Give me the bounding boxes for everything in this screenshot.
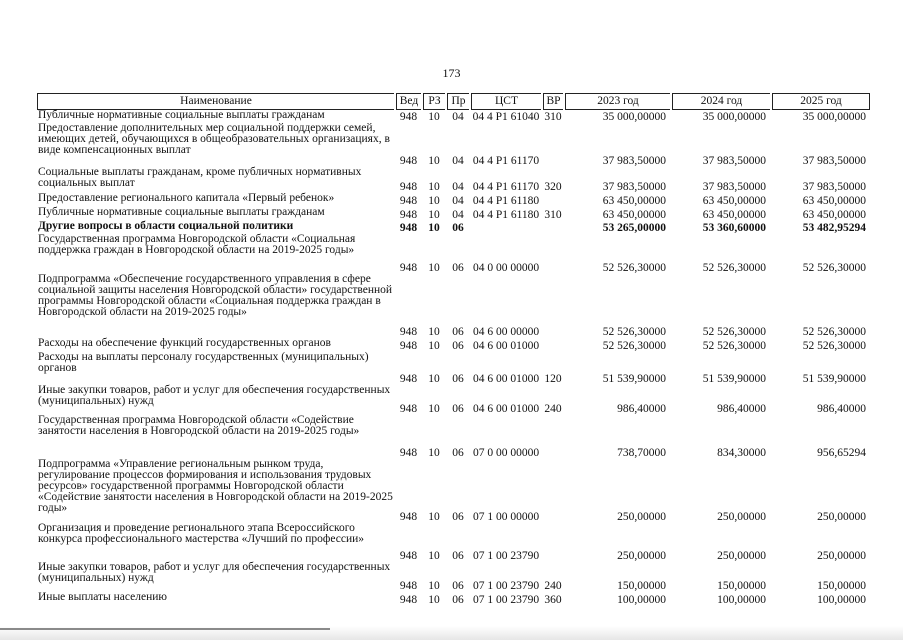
row-2024: 52 526,30000 bbox=[702, 340, 766, 352]
row-ved: 948 bbox=[399, 195, 418, 207]
row-2023: 37 983,50000 bbox=[602, 181, 666, 193]
row-2025: 63 450,00000 bbox=[802, 195, 866, 207]
row-2025: 956,65294 bbox=[817, 447, 866, 459]
page-bottom-line bbox=[0, 628, 330, 630]
row-cst: 04 4 P1 61040 bbox=[472, 111, 540, 123]
row-cst: 04 4 P1 61170 bbox=[472, 155, 540, 167]
row-cst: 04 6 00 01000 bbox=[472, 373, 540, 385]
row-2024: 37 983,50000 bbox=[702, 155, 766, 167]
header-name: Наименование bbox=[37, 93, 394, 110]
row-ved: 948 bbox=[399, 155, 418, 167]
row-2023: 63 450,00000 bbox=[602, 195, 666, 207]
row-ved: 948 bbox=[399, 326, 418, 338]
row-ved: 948 bbox=[399, 340, 418, 352]
row-pr: 04 bbox=[452, 209, 464, 221]
row-vr bbox=[543, 193, 563, 207]
row-2024: 100,00000 bbox=[717, 594, 766, 606]
row-pr: 06 bbox=[452, 403, 464, 415]
row-name: Социальные выплаты гражданам, кроме публичных нормативных социальных выплат bbox=[38, 166, 362, 189]
row-2024: 986,40000 bbox=[717, 403, 766, 415]
row-rz: 10 bbox=[428, 195, 440, 207]
row-cst: 04 6 00 01000 bbox=[472, 403, 540, 415]
row-2024: 35 000,00000 bbox=[702, 111, 766, 123]
row-pr: 04 bbox=[452, 181, 464, 193]
row-2025: 51 539,90000 bbox=[802, 373, 866, 385]
row-2024: 150,00000 bbox=[717, 580, 766, 592]
row-2025: 37 983,50000 bbox=[802, 155, 866, 167]
row-ved: 948 bbox=[399, 447, 418, 459]
row-rz: 10 bbox=[428, 403, 440, 415]
row-2023: 63 450,00000 bbox=[602, 209, 666, 221]
row-rz: 10 bbox=[428, 111, 440, 123]
row-rz: 10 bbox=[428, 373, 440, 385]
row-name: Государственная программа Новгородской области «Содействие занятости населения в Новгородской области на 2019-2025 годы» bbox=[38, 414, 360, 437]
row-pr: 06 bbox=[452, 447, 464, 459]
row-2025: 63 450,00000 bbox=[802, 209, 866, 221]
row-name: Подпрограмма «Обеспечение государственного управления в сфере социальной защиты населения Новгородской области» государственной программы Новгородской области «Социальная поддержка граждан в Новгородской области на 2019-2025 годы» bbox=[38, 273, 393, 318]
row-rz: 10 bbox=[428, 181, 440, 193]
page-number: 173 bbox=[442, 66, 461, 80]
row-2023: 51 539,90000 bbox=[602, 373, 666, 385]
row-name: Предоставление регионального капитала «Первый ребенок» bbox=[38, 192, 335, 204]
row-2023: 53 265,00000 bbox=[602, 222, 666, 234]
row-2023: 52 526,30000 bbox=[602, 340, 666, 352]
row-2024: 52 526,30000 bbox=[702, 262, 766, 274]
row-2023: 738,70000 bbox=[617, 447, 666, 459]
header-rz: РЗ bbox=[423, 93, 445, 110]
row-2025: 52 526,30000 bbox=[802, 340, 866, 352]
row-name: Подпрограмма «Управление региональным рынком труда, регулирование процессов формирования и использования трудовых ресурсов» государственной программы Новгородской области «Содействие занятости населения в Новгородской области на 2019-2025 годы» bbox=[38, 458, 393, 514]
row-ved: 948 bbox=[399, 111, 418, 123]
row-cst: 07 1 00 00000 bbox=[472, 511, 540, 523]
row-ved: 948 bbox=[399, 550, 418, 562]
row-2025: 53 482,95294 bbox=[802, 222, 866, 234]
row-2025: 100,00000 bbox=[817, 594, 866, 606]
row-2023: 250,00000 bbox=[617, 511, 666, 523]
row-name: Расходы на обеспечение функций государственных органов bbox=[38, 337, 331, 349]
header-2024: 2024 год bbox=[672, 93, 770, 110]
row-2025: 35 000,00000 bbox=[802, 111, 866, 123]
row-vr: 360 bbox=[544, 594, 562, 606]
row-pr: 04 bbox=[452, 195, 464, 207]
row-name: Иные закупки товаров, работ и услуг для обеспечения государственных (муниципальных) нужд bbox=[38, 561, 391, 584]
row-ved: 948 bbox=[399, 594, 418, 606]
row-2023: 250,00000 bbox=[617, 550, 666, 562]
row-cst: 07 0 00 00000 bbox=[472, 447, 540, 459]
row-vr: 240 bbox=[544, 580, 562, 592]
row-2024: 834,30000 bbox=[717, 447, 766, 459]
row-cst: 07 1 00 23790 bbox=[472, 594, 540, 606]
row-vr: 120 bbox=[544, 373, 562, 385]
row-vr: 320 bbox=[544, 181, 562, 193]
row-vr bbox=[543, 523, 563, 562]
row-pr: 04 bbox=[452, 155, 464, 167]
header-2023: 2023 год bbox=[565, 93, 670, 110]
row-rz: 10 bbox=[428, 550, 440, 562]
row-vr: 310 bbox=[544, 209, 562, 221]
row-pr: 06 bbox=[452, 594, 464, 606]
row-2023: 35 000,00000 bbox=[602, 111, 666, 123]
row-pr: 04 bbox=[452, 111, 464, 123]
budget-table bbox=[37, 93, 878, 606]
row-vr: 240 bbox=[544, 403, 562, 415]
row-rz: 10 bbox=[428, 511, 440, 523]
row-pr: 06 bbox=[452, 373, 464, 385]
row-name: Публичные нормативные социальные выплаты гражданам bbox=[38, 206, 325, 218]
row-2023: 52 526,30000 bbox=[602, 326, 666, 338]
row-ved: 948 bbox=[399, 580, 418, 592]
row-2024: 250,00000 bbox=[717, 511, 766, 523]
header-cst: ЦСТ bbox=[471, 93, 541, 110]
row-name: Иные выплаты населению bbox=[38, 591, 167, 603]
row-rz: 10 bbox=[428, 222, 440, 234]
row-ved: 948 bbox=[399, 511, 418, 523]
row-vr bbox=[543, 274, 563, 338]
row-name: Публичные нормативные социальные выплаты гражданам bbox=[38, 109, 325, 121]
row-cst: 07 1 00 23790 bbox=[472, 550, 540, 562]
row-2024: 37 983,50000 bbox=[702, 181, 766, 193]
row-rz: 10 bbox=[428, 155, 440, 167]
row-rz: 10 bbox=[428, 594, 440, 606]
row-2023: 150,00000 bbox=[617, 580, 666, 592]
row-cst: 04 6 00 00000 bbox=[472, 326, 540, 338]
row-rz: 10 bbox=[428, 447, 440, 459]
row-vr bbox=[543, 221, 563, 234]
row-2024: 63 450,00000 bbox=[702, 209, 766, 221]
row-2023: 52 526,30000 bbox=[602, 262, 666, 274]
header-ved: Вед bbox=[396, 93, 421, 110]
row-cst bbox=[471, 221, 541, 234]
row-2025: 52 526,30000 bbox=[802, 262, 866, 274]
row-vr bbox=[543, 459, 563, 523]
row-2024: 250,00000 bbox=[717, 550, 766, 562]
row-2025: 150,00000 bbox=[817, 580, 866, 592]
row-pr: 06 bbox=[452, 550, 464, 562]
row-ved: 948 bbox=[399, 403, 418, 415]
row-name: Предоставление дополнительных мер социальной поддержки семей, имеющих детей, обучающихся в общеобразовательных организациях, в виде компенсационных выплат bbox=[38, 122, 390, 156]
row-2024: 53 360,60000 bbox=[702, 222, 766, 234]
row-name: Другие вопросы в области социальной политики bbox=[38, 220, 294, 232]
row-2024: 52 526,30000 bbox=[702, 326, 766, 338]
row-ved: 948 bbox=[399, 181, 418, 193]
row-name: Иные закупки товаров, работ и услуг для обеспечения государственных (муниципальных) нужд bbox=[38, 384, 391, 407]
row-2024: 63 450,00000 bbox=[702, 195, 766, 207]
row-cst: 04 4 P1 61170 bbox=[472, 181, 540, 193]
row-cst: 04 4 P1 61180 bbox=[472, 195, 540, 207]
row-2023: 986,40000 bbox=[617, 403, 666, 415]
row-pr: 06 bbox=[452, 262, 464, 274]
row-rz: 10 bbox=[428, 580, 440, 592]
row-pr: 06 bbox=[452, 222, 464, 234]
row-vr: 310 bbox=[544, 111, 562, 123]
row-name: Государственная программа Новгородской области «Социальная поддержка граждан в Новгородской области на 2019-2025 годы» bbox=[38, 233, 356, 256]
row-2025: 250,00000 bbox=[817, 550, 866, 562]
row-pr: 06 bbox=[452, 511, 464, 523]
row-pr: 06 bbox=[452, 326, 464, 338]
row-rz: 10 bbox=[428, 326, 440, 338]
row-2023: 37 983,50000 bbox=[602, 155, 666, 167]
row-cst: 04 0 00 00000 bbox=[472, 262, 540, 274]
row-pr: 06 bbox=[452, 580, 464, 592]
row-2025: 52 526,30000 bbox=[802, 326, 866, 338]
row-2025: 250,00000 bbox=[817, 511, 866, 523]
row-vr bbox=[543, 234, 563, 274]
row-rz: 10 bbox=[428, 262, 440, 274]
row-vr bbox=[543, 415, 563, 459]
row-name: Организация и проведение регионального этапа Всероссийского конкурса профессионального мастерства «Лучший по профессии» bbox=[38, 522, 365, 545]
row-ved: 948 bbox=[399, 262, 418, 274]
row-cst: 04 4 P1 61180 bbox=[472, 209, 540, 221]
row-cst: 04 6 00 01000 bbox=[472, 340, 540, 352]
row-ved: 948 bbox=[399, 222, 418, 234]
row-ved: 948 bbox=[399, 373, 418, 385]
row-2025: 986,40000 bbox=[817, 403, 866, 415]
row-vr bbox=[543, 338, 563, 352]
row-ved: 948 bbox=[399, 209, 418, 221]
row-2025: 37 983,50000 bbox=[802, 181, 866, 193]
header-2025: 2025 год bbox=[772, 93, 870, 110]
row-2024: 51 539,90000 bbox=[702, 373, 766, 385]
row-rz: 10 bbox=[428, 209, 440, 221]
header-pr: Пр bbox=[447, 93, 469, 110]
row-vr bbox=[543, 123, 563, 167]
row-name: Расходы на выплаты персоналу государственных (муниципальных) органов bbox=[38, 351, 369, 374]
row-rz: 10 bbox=[428, 340, 440, 352]
row-cst: 07 1 00 23790 bbox=[472, 580, 540, 592]
row-2023: 100,00000 bbox=[617, 594, 666, 606]
header-vr: ВР bbox=[543, 93, 563, 110]
row-pr: 06 bbox=[452, 340, 464, 352]
